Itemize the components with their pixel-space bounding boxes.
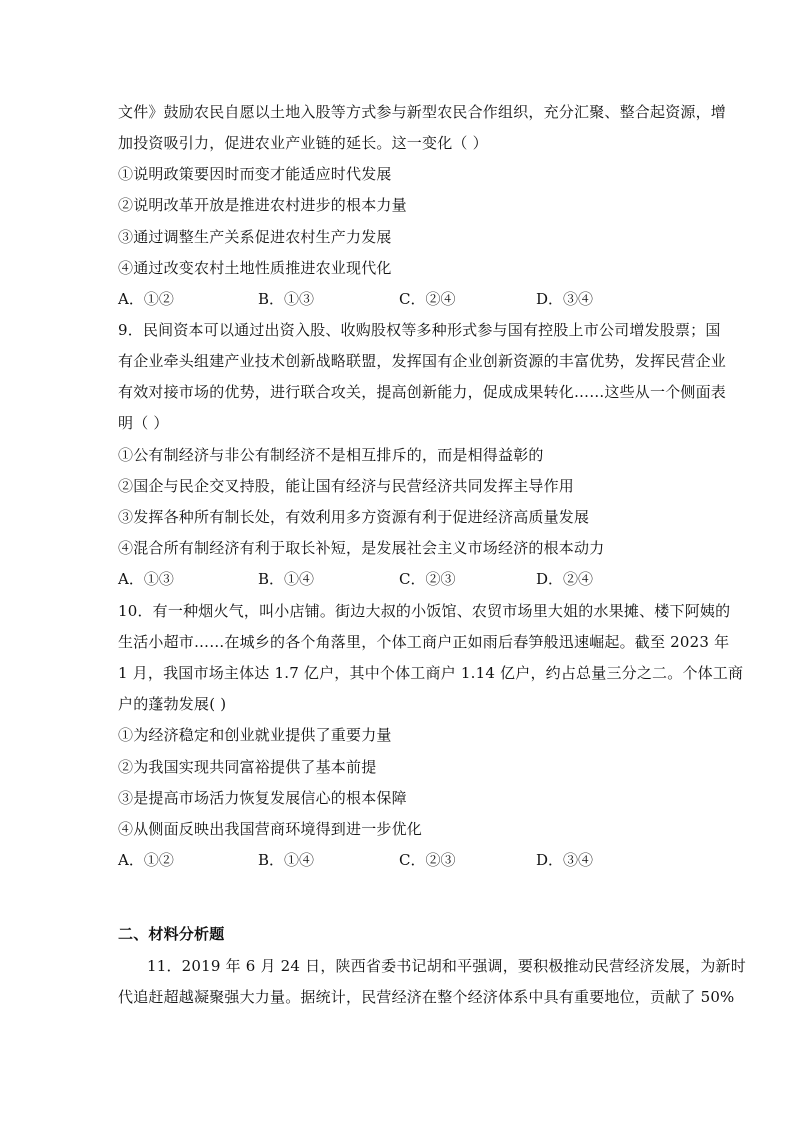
- q10-option-c: C．②③: [399, 851, 456, 869]
- q10-item-2: ②为我国实现共同富裕提供了基本前提: [118, 758, 377, 776]
- q10-item-3: ③是提高市场活力恢复发展信心的根本保障: [118, 789, 407, 807]
- q10-option-a: A．①②: [118, 851, 174, 869]
- q9-option-b: B．①④: [258, 570, 315, 588]
- q8-item-3: ③通过调整生产关系促进农村生产力发展: [118, 228, 392, 246]
- q8-option-c: C．②④: [399, 290, 456, 308]
- q10-item-1: ①为经济稳定和创业就业提供了重要力量: [118, 726, 392, 744]
- q9-stem-line-1: 9．民间资本可以通过出资入股、收购股权等多种形式参与国有控股上市公司增发股票；国: [118, 321, 721, 339]
- q8-stem-line-1: 文件》鼓励农民自愿以土地入股等方式参与新型农民合作组织，充分汇聚、整合起资源，增: [118, 103, 727, 121]
- q10-options: [118, 849, 688, 871]
- q8-options: [118, 288, 688, 310]
- q10-stem-line-1: 10．有一种烟火气，叫小店铺。街边大叔的小饭馆、农贸市场里大姐的水果摊、楼下阿姨的: [118, 602, 731, 620]
- q9-item-1: ①公有制经济与非公有制经济不是相互排斥的，而是相得益彰的: [118, 446, 544, 464]
- q9-item-3: ③发挥各种所有制长处，有效利用多方资源有利于促进经济高质量发展: [118, 508, 590, 526]
- q8-stem-line-2: 加投资吸引力，促进农业产业链的延长。这一变化（ ）: [118, 134, 488, 152]
- q9-stem-line-3: 有效对接市场的优势，进行联合攻关，提高创新能力，促成成果转化……这些从一个侧面表: [118, 383, 727, 401]
- q10-stem-line-3: 1 月，我国市场主体达 1.7 亿户，其中个体工商户 1.14 亿户，约占总量三分之二。个体工商: [118, 664, 744, 682]
- q10-stem-line-2: 生活小超市……在城乡的各个角落里，个体工商户正如雨后春笋般迅速崛起。截至 2023 年: [118, 633, 730, 651]
- q8-item-2: ②说明改革开放是推进农村进步的根本力量: [118, 196, 407, 214]
- q9-stem-line-2: 有企业牵头组建产业技术创新战略联盟，发挥国有企业创新资源的丰富优势，发挥民营企业: [118, 352, 727, 370]
- q11-line-1: 11．2019 年 6 月 24 日，陕西省委书记胡和平强调，要积极推动民营经济发展，为新时: [147, 957, 746, 975]
- q10-option-d: D．③④: [536, 851, 594, 869]
- q9-option-c: C．②③: [399, 570, 456, 588]
- q9-stem-line-4: 明（ ）: [118, 414, 169, 432]
- q8-option-d: D．③④: [536, 290, 594, 308]
- q8-option-b: B．①③: [258, 290, 315, 308]
- q10-option-b: B．①④: [258, 851, 315, 869]
- q10-item-4: ④从侧面反映出我国营商环境得到进一步优化: [118, 820, 423, 838]
- q8-item-1: ①说明政策要因时而变才能适应时代发展: [118, 165, 392, 183]
- q9-item-2: ②国企与民企交叉持股，能让国有经济与民营经济共同发挥主导作用: [118, 477, 575, 495]
- q8-item-4: ④通过改变农村土地性质推进农业现代化: [118, 259, 392, 277]
- q10-stem-line-4: 户的蓬勃发展( ): [118, 695, 227, 713]
- q9-options: [118, 568, 688, 590]
- q9-option-a: A．①③: [118, 570, 174, 588]
- q8-option-a: A．①②: [118, 290, 174, 308]
- section-heading: 二、材料分析题: [118, 925, 225, 943]
- q9-option-d: D．②④: [536, 570, 594, 588]
- q11-line-2: 代追赶超越凝聚强大力量。据统计，民营经济在整个经济体系中具有重要地位，贡献了 50%: [118, 988, 735, 1006]
- q9-item-4: ④混合所有制经济有利于取长补短，是发展社会主义市场经济的根本动力: [118, 539, 605, 557]
